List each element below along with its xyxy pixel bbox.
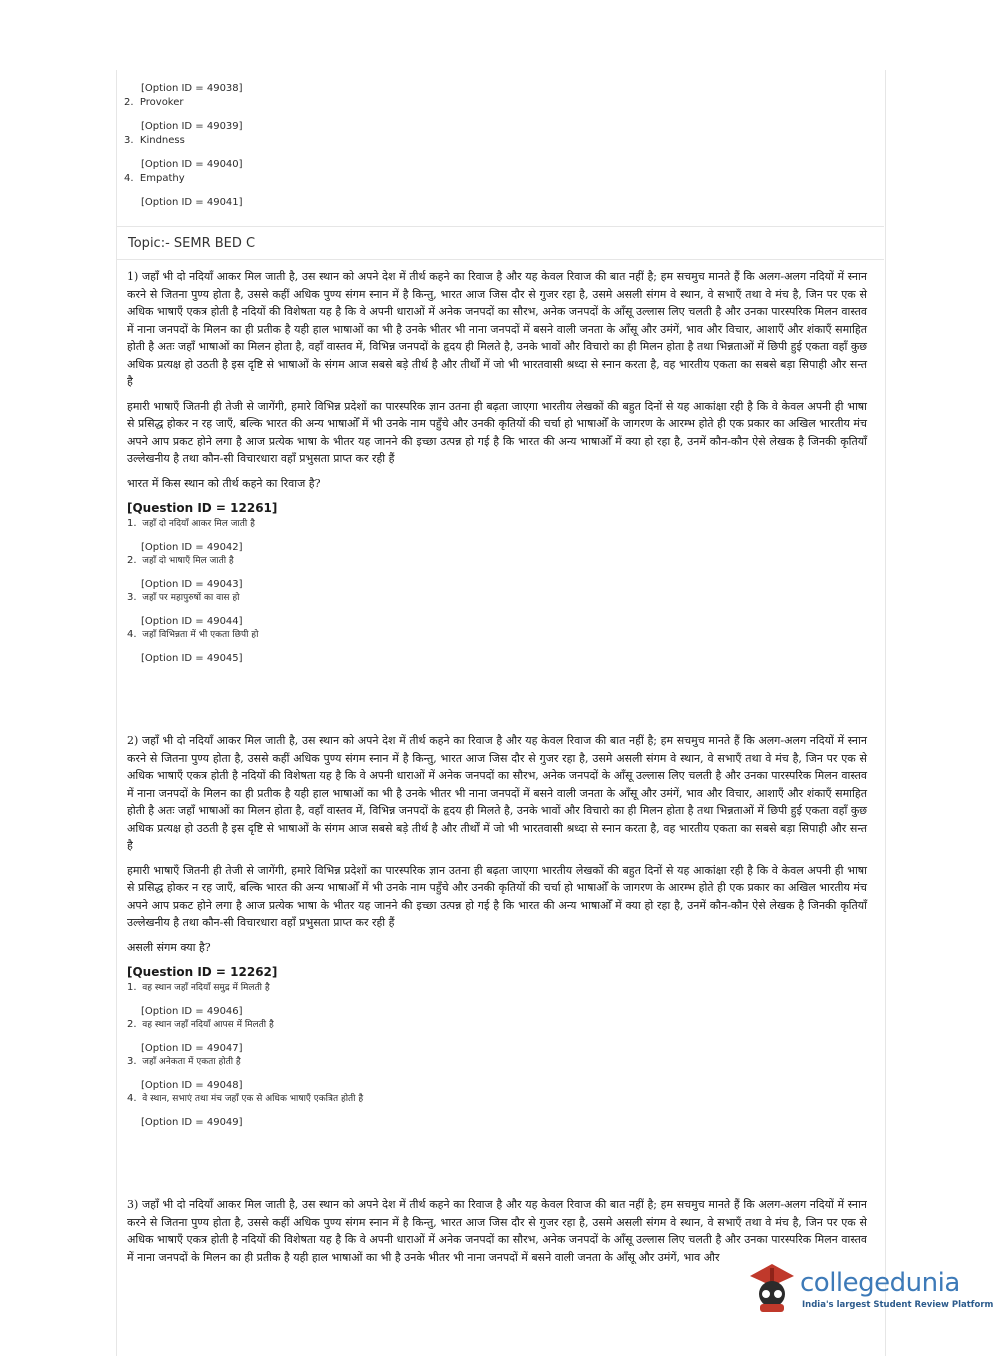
option-id: [Option ID = 49049] [141, 1116, 243, 1128]
option-item: 3. जहाँ पर महापुरुषों का वास हो [127, 591, 240, 603]
option-item: 4. Empathy [124, 173, 185, 184]
document-frame [116, 70, 886, 1356]
question-id: [Question ID = 12262] [127, 964, 278, 979]
passage-paragraph: 3) जहाँ भी दो नदियाँ आकर मिल जाती है, उस स्थान को अपने देश में तीर्थ कहने का रिवाज है और यह केवल रिवाज की बात नहीं है; हम सचमुच मानते हैं कि अलग-अलग नदियों में स्नान करने से जितना पुण्य होता है, उससे कहीं अधिक पुण्य संगम स्नान में है किन्तु, भारत आज जिस दौर से गुजर रहा है, उसमे असली संगम वे स्थान, वे सभाएँ तथा वे मंच है, जिन पर एक से अधिक भाषाएँ एकत्र होती है नदियों की विशेषता यह है कि वे अपनी धाराओं में अनेक जनपदों का सौरभ, अनेक जनपदों के आँसू उल्लास लिए चलती है और उनका पारस्परिक मिलन वास्तव में नाना जनपदों के मिलन का ही प्रतीक है यही हाल भाषाओं का भी है उनके भीतर भी नाना जनपदों में बसने वाली जनता के आँसू और उमंगें, भाव और [127, 1198, 867, 1264]
option-item: 1. जहाँ दो नदियाँ आकर मिल जाती है [127, 517, 255, 529]
option-item: 2. वह स्थान जहाँ नदियाँ आपस में मिलती है [127, 1018, 274, 1030]
brand-name: collegedunia [800, 1268, 960, 1298]
question-block-1 [127, 268, 867, 665]
option-item: 4. वे स्थान, सभाएं तथा मंच जहाँ एक से अधिक भाषाएँ एकत्रित होती है [127, 1092, 364, 1104]
passage-paragraph: हमारी भाषाएँ जितनी ही तेजी से जागेंगी, हमारे विभिन्न प्रदेशों का पारस्परिक ज्ञान उतना ही बढ़ता जाएगा भारतीय लेखकों की बहुत दिनों से यह आकांक्षा रही है कि वे केवल अपनी ही भाषा से प्रसिद्ध होकर न रह जाएँ, बल्कि भारत की अन्य भाषाओँ में भी उनके नाम पहुँचे और उनकी कृतियों की चर्चा हो भाषाओँ के जागरण के आरम्भ होते ही एक प्रकार का अखिल भारतीय मंच अपने आप प्रकट होने लगा है आज प्रत्येक भाषा के भीतर यह जानने की इच्छा उत्पन्न हो गई है कि भारत की अन्य भाषाओँ में क्या हो रहा है, उनमें कौन-कौन ऐसे लेखक है जिनकी कृतियाँ उल्लेखनीय है तथा कौन-सी विचारधारा वहाँ प्रभुसता प्राप्त कर रही हैं [127, 399, 867, 465]
option-item: 1. वह स्थान जहाँ नदियाँ समुद्र में मिलती है [127, 981, 270, 993]
passage-paragraph: 2) जहाँ भी दो नदियाँ आकर मिल जाती है, उस स्थान को अपने देश में तीर्थ कहने का रिवाज है और यह केवल रिवाज की बात नहीं है; हम सचमुच मानते हैं कि अलग-अलग नदियों में स्नान करने से जितना पुण्य होता है, उससे कहीं अधिक पुण्य संगम स्नान में है किन्तु, भारत आज जिस दौर से गुजर रहा है, उसमे असली संगम वे स्थान, वे सभाएँ तथा वे मंच है, जिन पर एक से अधिक भाषाएँ एकत्र होती है नदियों की विशेषता यह है कि वे अपनी धाराओं में अनेक जनपदों का सौरभ, अनेक जनपदों के आँसू उल्लास लिए चलती है और उनका पारस्परिक मिलन वास्तव में नाना जनपदों के मिलन का ही प्रतीक है यही हाल भाषाओं का भी है उनके भीतर भी नाना जनपदों में बसने वाली जनता के आँसू और उमंगें, भाव और विचार, आशाएँ और शंकाएँ समाहित होती है अतः जहाँ भाषाओं का मिलन होता है, वहाँ वास्तव में, विभिन्न जनपदों के हृदय ही मिलते है, उनके भावों और विचारो का ही मिलन होता है तथा भिन्नताओं में छिपी हुई एकता वहाँ कुछ अधिक प्रत्यक्ष हो उठती है इस दृष्टि से भाषाओं के संगम आज सबसे बड़े तीर्थ है और तीर्थों में जो भी भारतवासी श्रध्दा से स्नान करता है, वह भारतीय एकता का सबसे बड़ा सिपाही और सन्त है [127, 734, 867, 852]
option-id: [Option ID = 49040] [141, 159, 243, 170]
option-id: [Option ID = 49041] [141, 197, 243, 208]
option-list [127, 981, 867, 1129]
option-item: 2. जहाँ दो भाषाएँ मिल जाती है [127, 554, 234, 566]
option-item: 2. Provoker [124, 97, 184, 108]
brand-tagline: India's largest Student Review Platform [802, 1300, 994, 1310]
question-id: [Question ID = 12261] [127, 500, 278, 515]
option-id: [Option ID = 49043] [141, 578, 243, 590]
option-id: [Option ID = 49042] [141, 541, 243, 553]
passage-paragraph: 1) जहाँ भी दो नदियाँ आकर मिल जाती है, उस स्थान को अपने देश में तीर्थ कहने का रिवाज है और यह केवल रिवाज की बात नहीं है; हम सचमुच मानते हैं कि अलग-अलग नदियों में स्नान करने से जितना पुण्य होता है, उससे कहीं अधिक पुण्य संगम स्नान में है किन्तु, भारत आज जिस दौर से गुजर रहा है, उसमे असली संगम वे स्थान, वे सभाएँ तथा वे मंच है, जिन पर एक से अधिक भाषाएँ एकत्र होती है नदियों की विशेषता यह है कि वे अपनी धाराओं में अनेक जनपदों का सौरभ, अनेक जनपदों के आँसू उल्लास लिए चलती है और उनका पारस्परिक मिलन वास्तव में नाना जनपदों के मिलन का ही प्रतीक है यही हाल भाषाओं का भी है उनके भीतर भी नाना जनपदों में बसने वाली जनता के आँसू और उमंगें, भाव और विचार, आशाएँ और शंकाएँ समाहित होती है अतः जहाँ भाषाओं का मिलन होता है, वहाँ वास्तव में, विभिन्न जनपदों के हृदय ही मिलते है, उनके भावों और विचारो का ही मिलन होता है तथा भिन्नताओं में छिपी हुई एकता वहाँ कुछ अधिक प्रत्यक्ष हो उठती है इस दृष्टि से भाषाओं के संगम आज सबसे बड़े तीर्थ है और तीर्थों में जो भी भारतवासी श्रध्दा से स्नान करता है, वह भारतीय एकता का सबसे बड़ा सिपाही और सन्त है [127, 270, 867, 388]
question-text: असली संगम क्या है? [127, 940, 211, 954]
graduate-logo-icon [742, 1254, 802, 1318]
option-id: [Option ID = 49044] [141, 615, 243, 627]
collegedunia-watermark [742, 1254, 994, 1324]
passage-paragraph: हमारी भाषाएँ जितनी ही तेजी से जागेंगी, हमारे विभिन्न प्रदेशों का पारस्परिक ज्ञान उतना ही बढ़ता जाएगा भारतीय लेखकों की बहुत दिनों से यह आकांक्षा रही है कि वे केवल अपनी ही भाषा से प्रसिद्ध होकर न रह जाएँ, बल्कि भारत की अन्य भाषाओँ में भी उनके नाम पहुँचे और उनकी कृतियों की चर्चा हो भाषाओँ के जागरण के आरम्भ होते ही एक प्रकार का अखिल भारतीय मंच अपने आप प्रकट होने लगा है आज प्रत्येक भाषा के भीतर यह जानने की इच्छा उत्पन्न हो गई है कि भारत की अन्य भाषाओँ में क्या हो रहा है, उनमें कौन-कौन ऐसे लेखक है जिनकी कृतियाँ उल्लेखनीय है तथा कौन-सी विचारधारा वहाँ प्रभुसता प्राप्त कर रही हैं [127, 863, 867, 929]
option-id: [Option ID = 49039] [141, 121, 243, 132]
option-list [127, 517, 867, 665]
option-id: [Option ID = 49047] [141, 1042, 243, 1054]
question-text: भारत में किस स्थान को तीर्थ कहने का रिवाज है? [127, 476, 321, 490]
topic-header [116, 226, 884, 260]
option-item: 4. जहाँ विभिन्नता में भी एकता छिपी हो [127, 628, 259, 640]
topic-title: Topic:- SEMR BED C [128, 236, 256, 251]
option-id: [Option ID = 49038] [141, 83, 243, 94]
option-id: [Option ID = 49045] [141, 652, 243, 664]
option-id: [Option ID = 49048] [141, 1079, 243, 1091]
option-item: 3. जहाँ अनेकता में एकता होती है [127, 1055, 241, 1067]
option-item: 3. Kindness [124, 135, 185, 146]
previous-question-options [124, 82, 864, 210]
question-block-2 [127, 732, 867, 1129]
option-id: [Option ID = 49046] [141, 1005, 243, 1017]
